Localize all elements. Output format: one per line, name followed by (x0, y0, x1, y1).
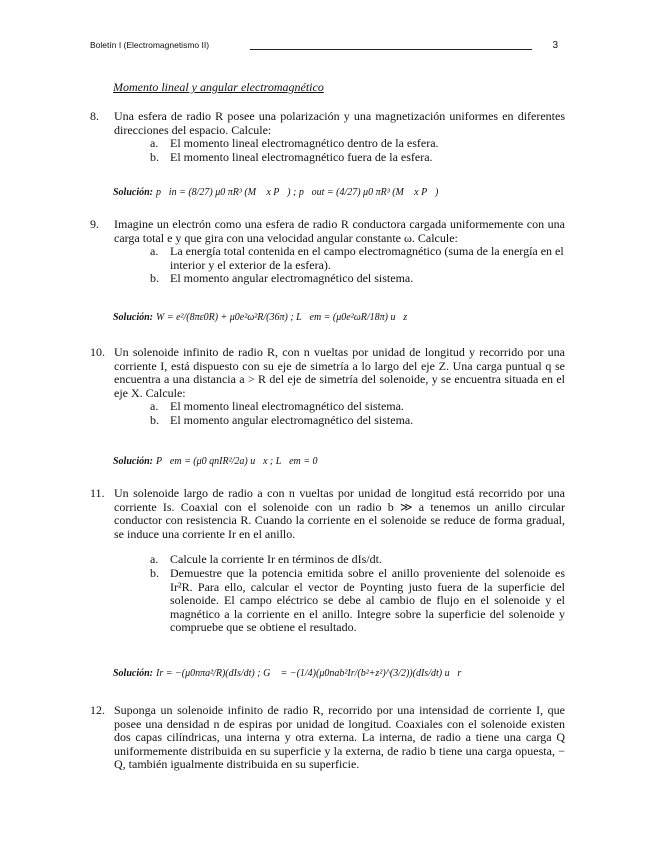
problem-text: Imagine un electrón como una esfera de radio R conductora cargada uniformemente con una carga total e y que gira con una velocidad angular constante ω. Calcule: (114, 217, 565, 245)
item-text: La energía total contenida en el campo electromagnético (suma de la energía en el interior y el exterior de la esfera). (170, 244, 564, 272)
item-letter: b. (150, 149, 159, 164)
problem-text: Una esfera de radio R posee una polarización y una magnetización uniformes en diferentes direcciones del espacio. Calcule: (114, 109, 565, 137)
page-header (90, 40, 558, 54)
item-letter: a. (150, 399, 159, 414)
solution-8 (113, 187, 438, 198)
problem-number: 12. (90, 703, 105, 717)
solution-label: Solución: (113, 668, 154, 679)
list-item (150, 137, 565, 151)
problem-8 (90, 110, 565, 164)
problem-12 (90, 704, 565, 772)
page-number: 3 (552, 40, 558, 51)
solution-formula: p⃗in = (8/27) μ0 πR³ (M⃗ x P⃗) ; p⃗out = (4/27) μ0 πR³ (M⃗ x P⃗) (156, 187, 439, 198)
list-item (150, 414, 565, 428)
item-text: El momento angular electromagnético del sistema. (170, 271, 414, 286)
solution-label: Solución: (113, 187, 154, 198)
solution-label: Solución: (113, 312, 154, 323)
section-title: Momento lineal y angular electromagnético (113, 80, 324, 94)
list-item (150, 553, 565, 567)
solution-9 (113, 312, 407, 323)
list-item (150, 567, 565, 635)
item-text: El momento angular electromagnético del sistema. (170, 412, 414, 427)
solution-formula: Ir = −(μ0nπa²/R)(dIs/dt) ; G⃗ = −(1/4)(μ0nab²Ir/(b²+z²)^(3/2))(dIs/dt) u⃗r (156, 668, 462, 679)
problem-9 (90, 218, 565, 286)
item-text: El momento lineal electromagnético fuera de la esfera. (170, 149, 433, 164)
problem-number: 11. (90, 486, 105, 500)
solution-formula: P⃗em = (μ0 qnIR²/2a) u⃗x ; L⃗em = 0 (156, 456, 318, 467)
solution-10 (113, 456, 318, 467)
list-item (150, 272, 565, 286)
item-text: El momento lineal electromagnético dentro de la esfera. (170, 136, 439, 151)
problem-11 (90, 487, 565, 635)
item-letter: b. (150, 565, 159, 580)
solution-11 (113, 668, 461, 679)
item-text: El momento lineal electromagnético del sistema. (170, 399, 404, 414)
item-letter: a. (150, 552, 159, 567)
problem-number: 8. (90, 109, 99, 123)
list-item (150, 400, 565, 414)
item-letter: b. (150, 271, 159, 286)
header-rule (250, 49, 532, 50)
item-letter: b. (150, 412, 159, 427)
problem-text: Un solenoide largo de radio a con n vueltas por unidad de longitud está recorrido por una corriente Is. Coaxial con el solenoide con un radio b ≫ a tenemos un anillo circular conductor con resistencia R. Cuando la corriente en el solenoide se reduce de forma gradual, se induce una corriente Ir en el anillo. (114, 486, 565, 541)
list-item (150, 151, 565, 165)
header-title: Boletín I (Electromagnetismo II) (90, 40, 210, 50)
problem-10 (90, 346, 565, 428)
item-text: Calcule la corriente Ir en términos de dIs/dt. (170, 552, 382, 567)
item-letter: a. (150, 244, 159, 259)
item-text: Demuestre que la potencia emitida sobre el anillo proveniente del solenoide es Ir²R. Para ello, calcular el vector de Poynting justo fuera de la superficie del solenoide. El campo eléctrico se debe al cambio de flujo en el solenoide y el magnético a la corriente en el anillo. Integre sobre la superficie del solenoide y compruebe que se obtiene el resultado. (170, 565, 565, 635)
problem-text: Suponga un solenoide infinito de radio R, recorrido por una intensidad de corriente I, que posee una densidad n de espiras por unidad de longitud. Coaxiales con el solenoide existen dos capas cilíndricas, una interna y otra externa. La interna, de radio a tiene una carga Q uniformemente distribuida en su superficie y la externa, de radio b tiene una carga opuesta, − Q, también igualmente distribuida en su superficie. (114, 703, 565, 772)
solution-formula: W = e²/(8πε0R) + μ0e²ω²R/(36π) ; L⃗em = (μ0e²ωR/18π) u⃗z (156, 312, 408, 323)
problem-text: Un solenoide infinito de radio R, con n vueltas por unidad de longitud y recorrido por una corriente I, está dispuesto con su eje de simetría a lo largo del eje Z. Una carga puntual q se encuentra a una distancia a > R del eje de simetría del solenoide, y se encuentra situada en el eje X. Calcule: (114, 345, 565, 400)
item-letter: a. (150, 136, 159, 151)
problem-number: 9. (90, 217, 99, 231)
solution-label: Solución: (113, 456, 154, 467)
problem-number: 10. (90, 345, 105, 359)
list-item (150, 245, 565, 272)
